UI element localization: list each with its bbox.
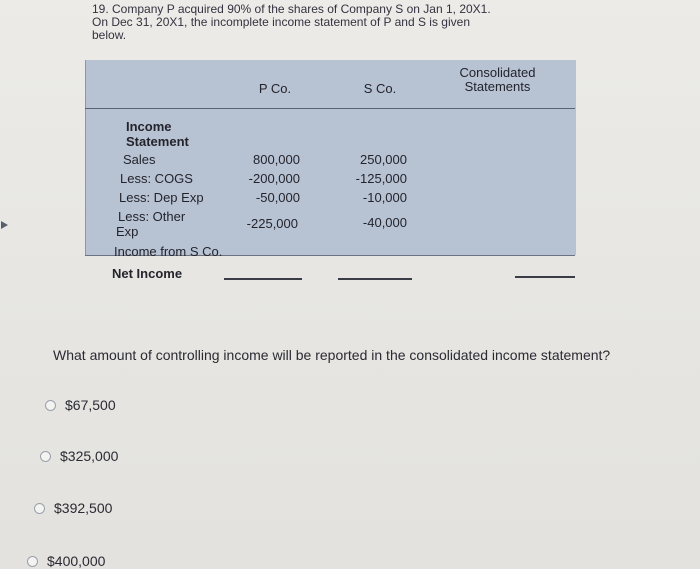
- row-label-income-from-s: Income from S Co.: [114, 244, 223, 259]
- question-prompt: What amount of controlling income will be reported in the consolidated income statement?: [53, 347, 611, 363]
- radio-button-icon[interactable]: [34, 503, 45, 514]
- row-label-other-exp-line2: Exp: [116, 224, 139, 239]
- option-67500[interactable]: [45, 397, 116, 413]
- column-header-s: S Co.: [363, 81, 397, 96]
- row-label-other-exp-line1: Less: Other: [118, 209, 186, 224]
- question-line: below.: [92, 28, 127, 42]
- radio-button-icon[interactable]: [40, 451, 51, 462]
- question-line: On Dec 31, 20X1, the incomplete income statement of P and S is given: [92, 15, 470, 29]
- column-header-consolidated-line1: Consolidated: [459, 65, 536, 80]
- s-net-income-blank: [338, 278, 412, 280]
- row-label-cogs: Less: COGS: [120, 171, 193, 186]
- option-label: $400,000: [47, 553, 106, 569]
- question-text: [92, 3, 562, 42]
- header-divider: [85, 108, 575, 109]
- consolidated-net-income-blank: [515, 276, 575, 278]
- p-other-exp-value: -225,000: [246, 216, 298, 231]
- p-sales-value: 800,000: [253, 152, 300, 167]
- row-label-sales: Sales: [123, 152, 156, 167]
- question-line: 19. Company P acquired 90% of the shares of Company S on Jan 1, 20X1.: [92, 2, 491, 16]
- pointer-arrow-icon: [1, 221, 8, 229]
- row-label-dep-exp: Less: Dep Exp: [119, 190, 204, 205]
- column-header-consolidated: [445, 66, 550, 94]
- s-other-exp-value: -40,000: [362, 215, 407, 230]
- column-header-p: P Co.: [258, 81, 292, 96]
- s-sales-value: 250,000: [360, 152, 407, 167]
- column-header-consolidated-line2: Statements: [464, 79, 531, 94]
- option-label: $392,500: [54, 500, 113, 516]
- p-net-income-blank: [224, 278, 302, 280]
- p-dep-exp-value: -50,000: [255, 190, 300, 205]
- option-400000[interactable]: [27, 553, 105, 569]
- option-325000[interactable]: [40, 448, 118, 464]
- s-dep-exp-value: -10,000: [362, 190, 407, 205]
- radio-button-icon[interactable]: [27, 556, 38, 567]
- row-label-net-income: Net Income: [112, 266, 183, 281]
- statement-heading-line2: Statement: [126, 134, 189, 149]
- option-label: $67,500: [65, 397, 116, 413]
- radio-button-icon[interactable]: [45, 400, 56, 411]
- statement-heading-line1: Income: [126, 119, 172, 134]
- p-cogs-value: -200,000: [248, 171, 300, 186]
- s-cogs-value: -125,000: [355, 171, 407, 186]
- option-label: $325,000: [60, 448, 119, 464]
- option-392500[interactable]: [34, 500, 112, 516]
